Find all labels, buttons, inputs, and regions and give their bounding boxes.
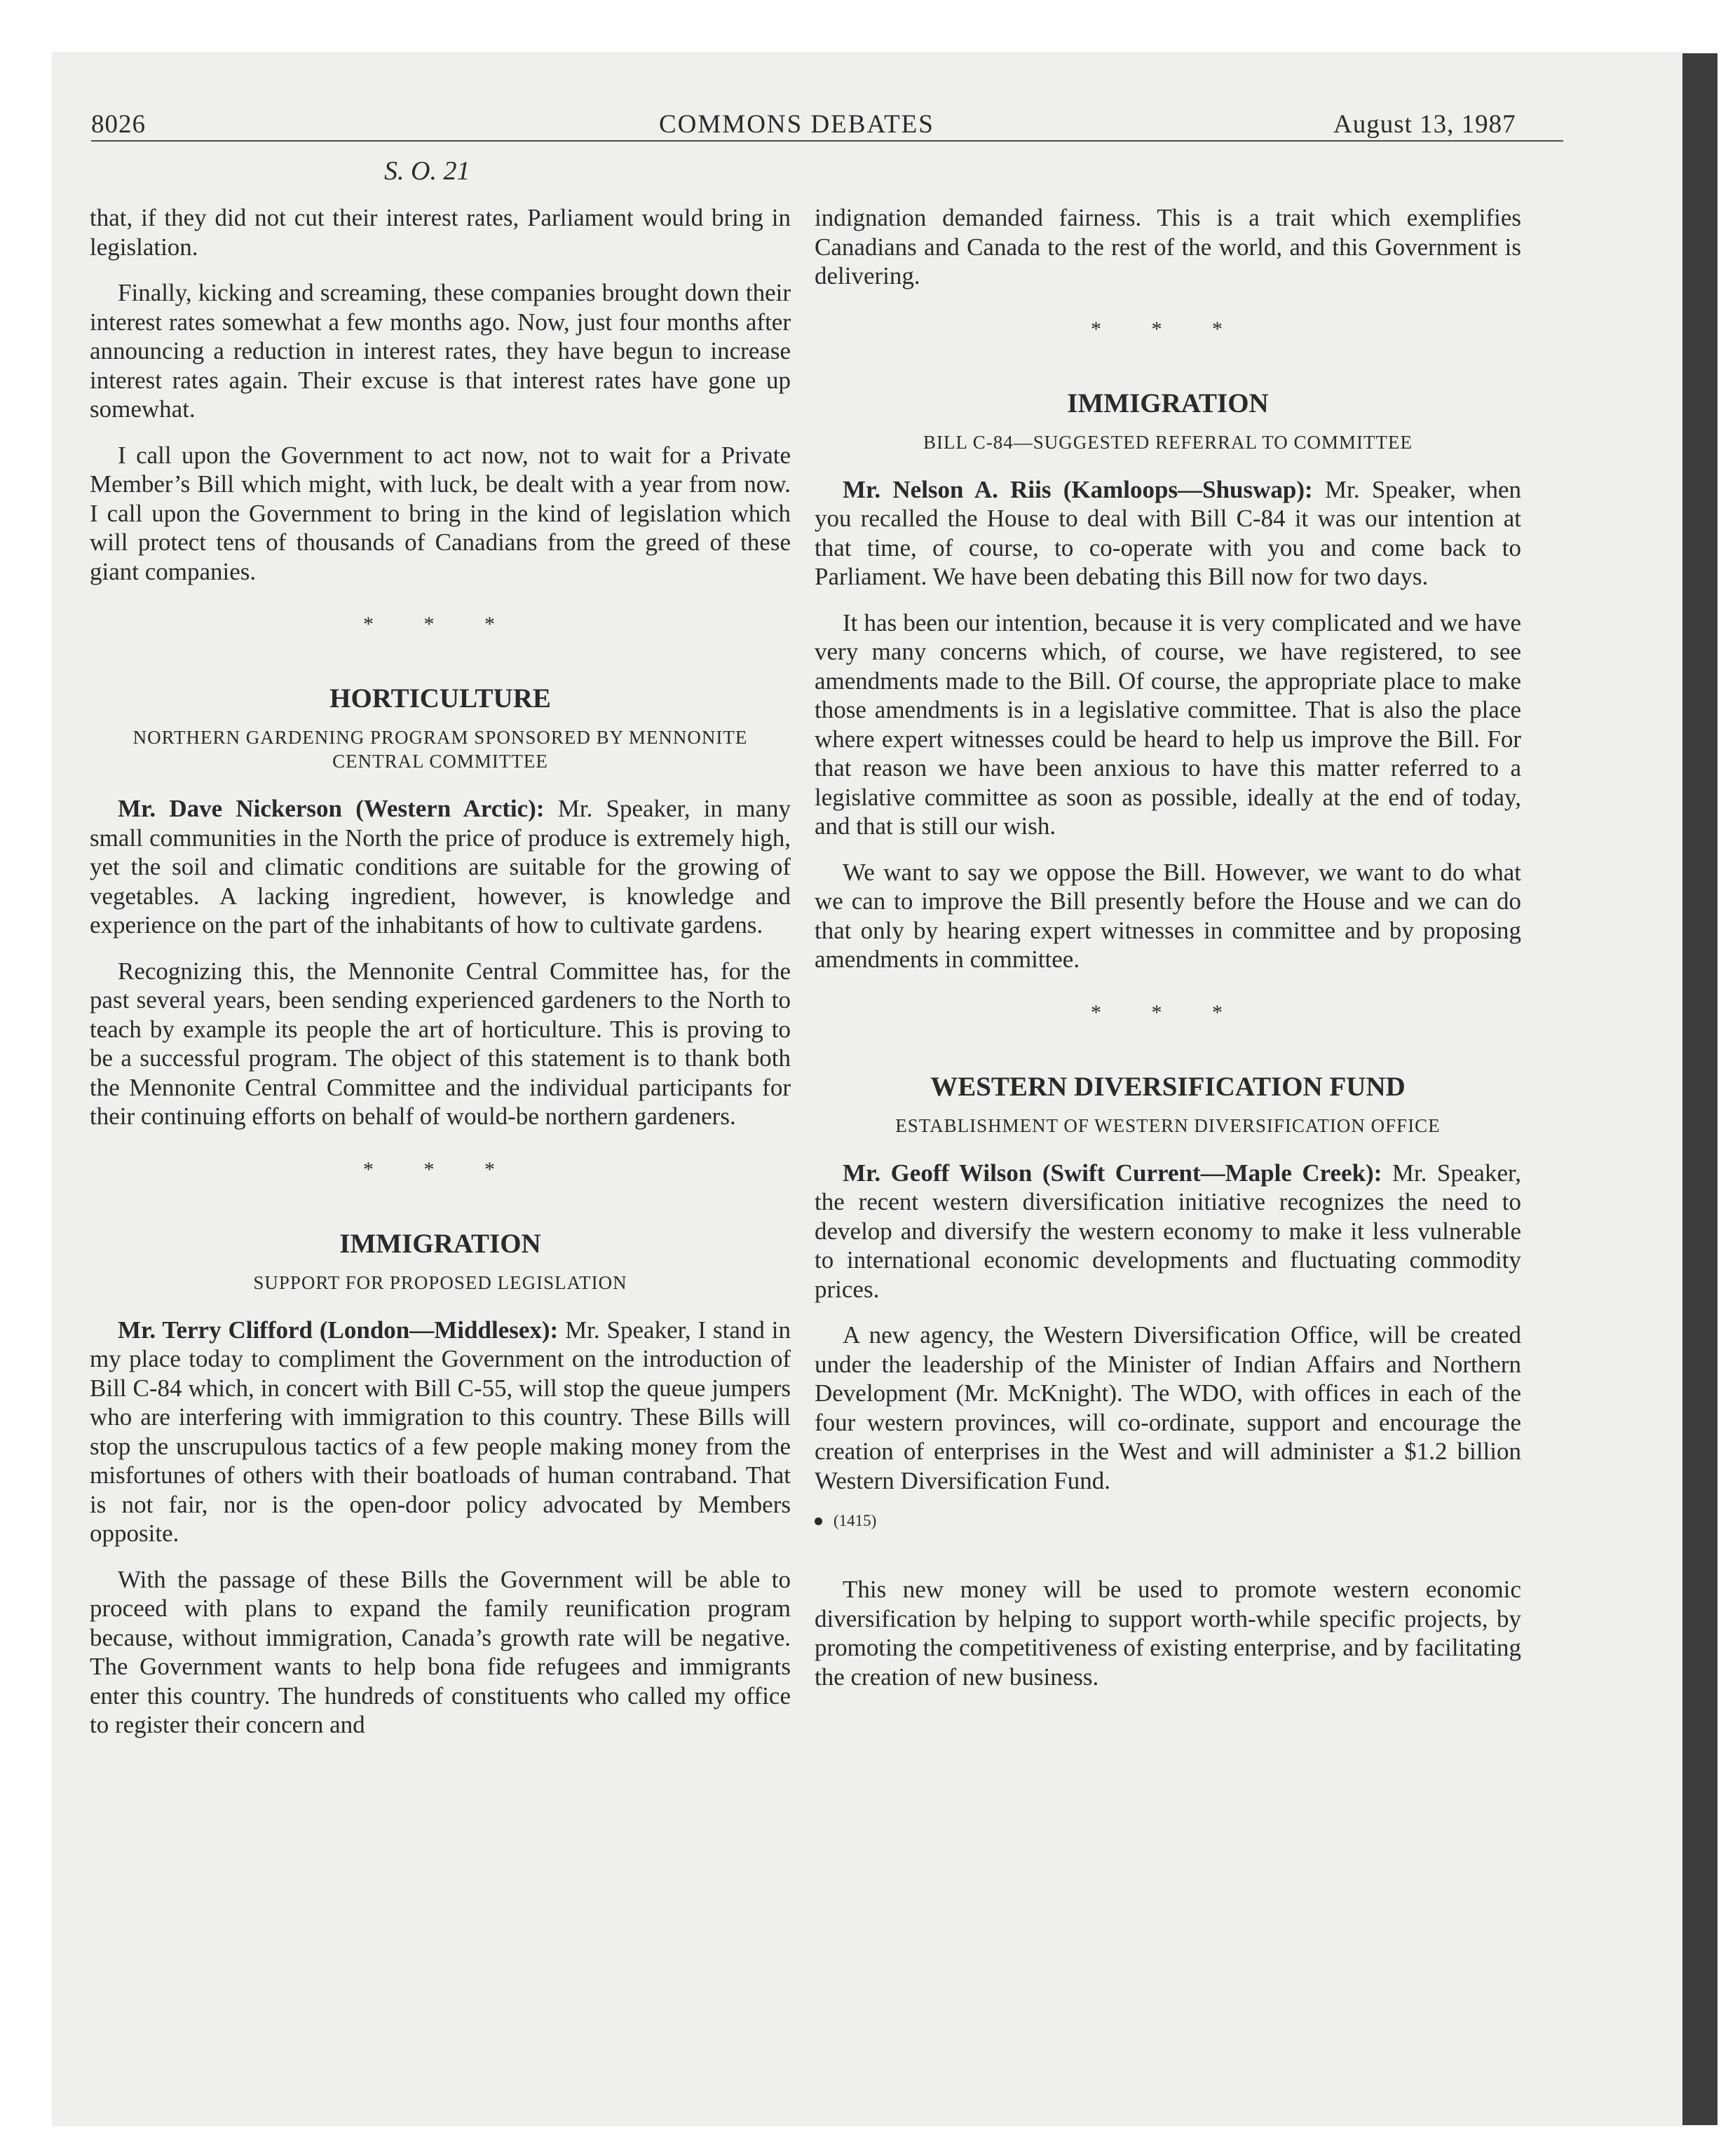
page-number: 8026 bbox=[91, 110, 146, 139]
paragraph: We want to say we oppose the Bill. However, we want to do what we can to improve the Bill presently before the House and we can do that only by hearing expert witnesses in committee and by proposing amendments in committee. bbox=[815, 858, 1521, 973]
paragraph: This new money will be used to promote western economic diversification by helping to support worth-while specific projects, by promoting the competitiveness of existing enterprise, and by facilitating the creation of new business. bbox=[815, 1576, 1521, 1691]
section-subheading: SUPPORT FOR PROPOSED LEGISLATION bbox=[253, 1271, 627, 1293]
paragraph: Recognizing this, the Mennonite Central Committee has, for the past several years, been sending experienced gardeners to the North to teach by example its people the art of horticulture. This is proving to be a successful program. The object of this statement is to thank both the Mennonite Central Committee and the individual participants for their continuing efforts on behalf of would-be northern gardeners. bbox=[90, 957, 791, 1130]
page-date: August 13, 1987 bbox=[1333, 110, 1516, 139]
speech-paragraph bbox=[815, 475, 1521, 592]
scan-dark-edge bbox=[1682, 53, 1717, 2125]
paragraph: With the passage of these Bills the Government will be able to proceed with plans to expand the family reunification program because, without immigration, Canada’s growth rate will be negative. The Government wants to help bona fide refugees and immigrants enter this country. The hundreds of constituents who called my office to register their concern and bbox=[90, 1565, 791, 1738]
speech-paragraph bbox=[90, 794, 791, 940]
paragraph: indignation demanded fairness. This is a trait which exemplifies Canadians and Canada to the rest of the world, and this Government is delivering. bbox=[815, 204, 1521, 289]
paragraph: Finally, kicking and screaming, these companies brought down their interest rates somewhat a few months ago. Now, just four months after announcing a reduction in interest rates, they have begun to increase interest rates again. Their excuse is that interest rates have gone up somewhat. bbox=[90, 279, 791, 423]
speaker-name: Mr. Terry Clifford (London—Middlesex): bbox=[118, 1316, 559, 1344]
speech-paragraph bbox=[815, 1159, 1521, 1304]
speech-text: Mr. Speaker, I stand in my place today to compliment the Government on the introduction of Bill C-84 which, in concert with Bill C-55, will stop the queue jumpers who are interfering with immigration to this country. These Bills will stop the unscrupulous tactics of a few people making money from the misfortunes of others with their boatloads of human contraband. That is not fair, nor is the open-door policy advocated by Members opposite. bbox=[90, 1316, 791, 1547]
standing-order: S. O. 21 bbox=[384, 156, 470, 186]
speaker-name: Mr. Dave Nickerson (Western Arctic): bbox=[118, 795, 545, 822]
section-separator: * * * bbox=[1091, 1000, 1245, 1024]
section-heading-western-diversification: WESTERN DIVERSIFICATION FUND bbox=[930, 1071, 1406, 1102]
section-subheading: NORTHERN GARDENING PROGRAM SPONSORED BY MENNONITE CENTRAL COMMITTEE bbox=[132, 727, 748, 772]
section-separator: * * * bbox=[363, 1157, 517, 1181]
section-heading-immigration: IMMIGRATION bbox=[339, 1228, 541, 1259]
speaker-name: Mr. Nelson A. Riis (Kamloops—Shuswap): bbox=[843, 475, 1313, 503]
paragraph: A new agency, the Western Diversification Office, will be created under the leadership of the Minister of Indian Affairs and Northern Development (Mr. McKnight). The WDO, with offices in each of the four western provinces, will co-ordinate, support and encourage the creation of enterprises in the West and will administer a $1.2 billion Western Diversification Fund. bbox=[815, 1321, 1521, 1494]
section-separator: * * * bbox=[1091, 317, 1245, 341]
timestamp-text: (1415) bbox=[834, 1512, 877, 1529]
paragraph: I call upon the Government to act now, not to wait for a Private Member’s Bill which might, with luck, be dealt with a year from now. I call upon the Government to bring in the kind of legislation which will protect tens of thousands of Canadians from the greed of these giant companies. bbox=[90, 441, 791, 585]
section-subheading: ESTABLISHMENT OF WESTERN DIVERSIFICATION OFFICE bbox=[895, 1114, 1441, 1136]
bullet-icon bbox=[815, 1517, 822, 1525]
section-separator: * * * bbox=[363, 613, 517, 636]
speech-text: Mr. Speaker, the recent western diversification initiative recognizes the need to develop and diversify the western economy to make it less vulnerable to international economic developments and fluctuating commodity prices. bbox=[815, 1159, 1522, 1303]
timestamp bbox=[815, 1512, 1521, 1530]
speech-text: Mr. Speaker, in many small communities in the North the price of produce is extremely high, yet the soil and climatic conditions are suitable for the growing of vegetables. A lacking ingredient, however, is knowledge and experience on the part of the inhabitants of how to cultivate gardens. bbox=[90, 795, 791, 939]
left-column bbox=[90, 203, 791, 1756]
section-heading-horticulture: HORTICULTURE bbox=[329, 683, 551, 714]
section-heading-immigration: IMMIGRATION bbox=[1067, 388, 1269, 418]
header-rule bbox=[91, 140, 1563, 142]
paragraph: that, if they did not cut their interest rates, Parliament would bring in legislation. bbox=[90, 204, 791, 261]
paragraph: It has been our intention, because it is very complicated and we have very many concerns which, of course, we have registered, to see amendments made to the Bill. Of course, the appropriate place to make those amendments is in a legislative committee. That is also the place where expert witnesses could be heard to help us improve the Bill. For that reason we have been anxious to have this matter referred to a legislative committee as soon as possible, ideally at the end of today, and that is still our wish. bbox=[815, 608, 1521, 840]
running-head: COMMONS DEBATES bbox=[659, 110, 934, 139]
right-column bbox=[815, 203, 1521, 1708]
section-subheading: BILL C-84—SUGGESTED REFERRAL TO COMMITTEE bbox=[923, 431, 1413, 453]
speaker-name: Mr. Geoff Wilson (Swift Current—Maple Creek): bbox=[843, 1159, 1382, 1187]
speech-paragraph bbox=[90, 1316, 791, 1548]
speech-text: Mr. Speaker, when you recalled the House to deal with Bill C-84 it was our intention at that time, of course, to co-operate with you and come back to Parliament. We have been debating this Bill now for two days. bbox=[815, 475, 1521, 590]
